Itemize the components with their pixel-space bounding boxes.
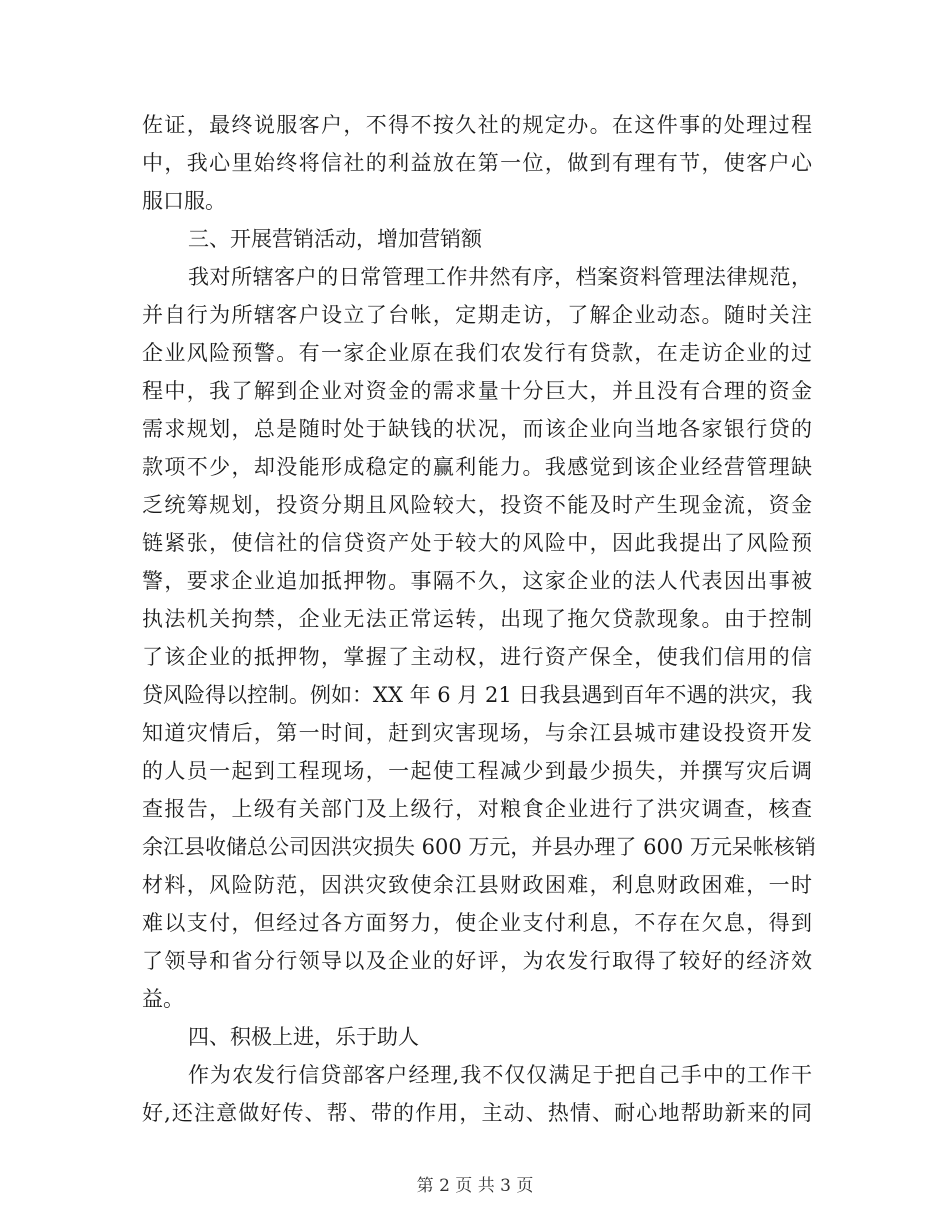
text-line: 材料，风险防范，因洪灾致使余江县财政困难，利息财政困难，一时 — [142, 873, 812, 897]
text-line: 好,还注意做好传、帮、带的作用，主动、热情、耐心地帮助新来的同 — [142, 1101, 812, 1125]
text-line: 查报告，上级有关部门及上级行，对粮食企业进行了洪灾调查，核查 — [142, 797, 812, 821]
paragraph-first-line: 我对所辖客户的日常管理工作井然有序，档案资料管理法律规范， — [188, 265, 812, 289]
text-line: 链紧张，使信社的信贷资产处于较大的风险中，因此我提出了风险预 — [142, 531, 812, 555]
text-line: 执法机关拘禁，企业无法正常运转，出现了拖欠贷款现象。由于控制 — [142, 607, 812, 631]
text-line: 知道灾情后，第一时间，赶到灾害现场，与余江县城市建设投资开发 — [142, 721, 812, 745]
text-line: 程中，我了解到企业对资金的需求量十分巨大，并且没有合理的资金 — [142, 379, 812, 403]
text-line: 服口服。 — [142, 189, 226, 213]
page-number-footer: 第 2 页 共 3 页 — [416, 1176, 534, 1196]
text-line: 乏统筹规划，投资分期且风险较大，投资不能及时产生现金流，资金 — [142, 493, 812, 517]
section-heading: 三、开展营销活动，增加营销额 — [188, 227, 482, 251]
section-heading: 四、积极上进，乐于助人 — [188, 1025, 419, 1049]
text-line: 难以支付，但经过各方面努力，使企业支付利息，不存在欠息，得到 — [142, 911, 812, 935]
paragraph-first-line: 作为农发行信贷部客户经理,我不仅仅满足于把自己手中的工作干 — [188, 1063, 812, 1087]
text-line: 的人员一起到工程现场，一起使工程减少到最少损失，并撰写灾后调 — [142, 759, 812, 783]
text-line: 需求规划，总是随时处于缺钱的状况，而该企业向当地各家银行贷的 — [142, 417, 812, 441]
text-line: 益。 — [142, 987, 184, 1011]
text-line: 中，我心里始终将信社的利益放在第一位，做到有理有节，使客户心 — [142, 151, 812, 175]
text-line: 并自行为所辖客户设立了台帐，定期走访，了解企业动态。随时关注 — [142, 303, 812, 327]
text-line: 佐证，最终说服客户，不得不按久社的规定办。在这件事的处理过程 — [142, 113, 812, 137]
text-line: 余江县收储总公司因洪灾损失 600 万元，并县办理了 600 万元呆帐核销 — [142, 835, 816, 859]
document-body — [142, 106, 816, 1132]
text-line: 企业风险预警。有一家企业原在我们农发行有贷款，在走访企业的过 — [142, 341, 812, 365]
text-line: 了该企业的抵押物，掌握了主动权，进行资产保全，使我们信用的信 — [142, 645, 812, 669]
text-line: 警，要求企业追加抵押物。事隔不久，这家企业的法人代表因出事被 — [142, 569, 812, 593]
text-line: 贷风险得以控制。例如：XX 年 6 月 21 日我县遇到百年不遇的洪灾，我 — [142, 683, 813, 707]
text-line: 了领导和省分行领导以及企业的好评，为农发行取得了较好的经济效 — [142, 949, 812, 973]
text-line: 款项不少，却没能形成稳定的赢利能力。我感觉到该企业经营管理缺 — [142, 455, 812, 479]
